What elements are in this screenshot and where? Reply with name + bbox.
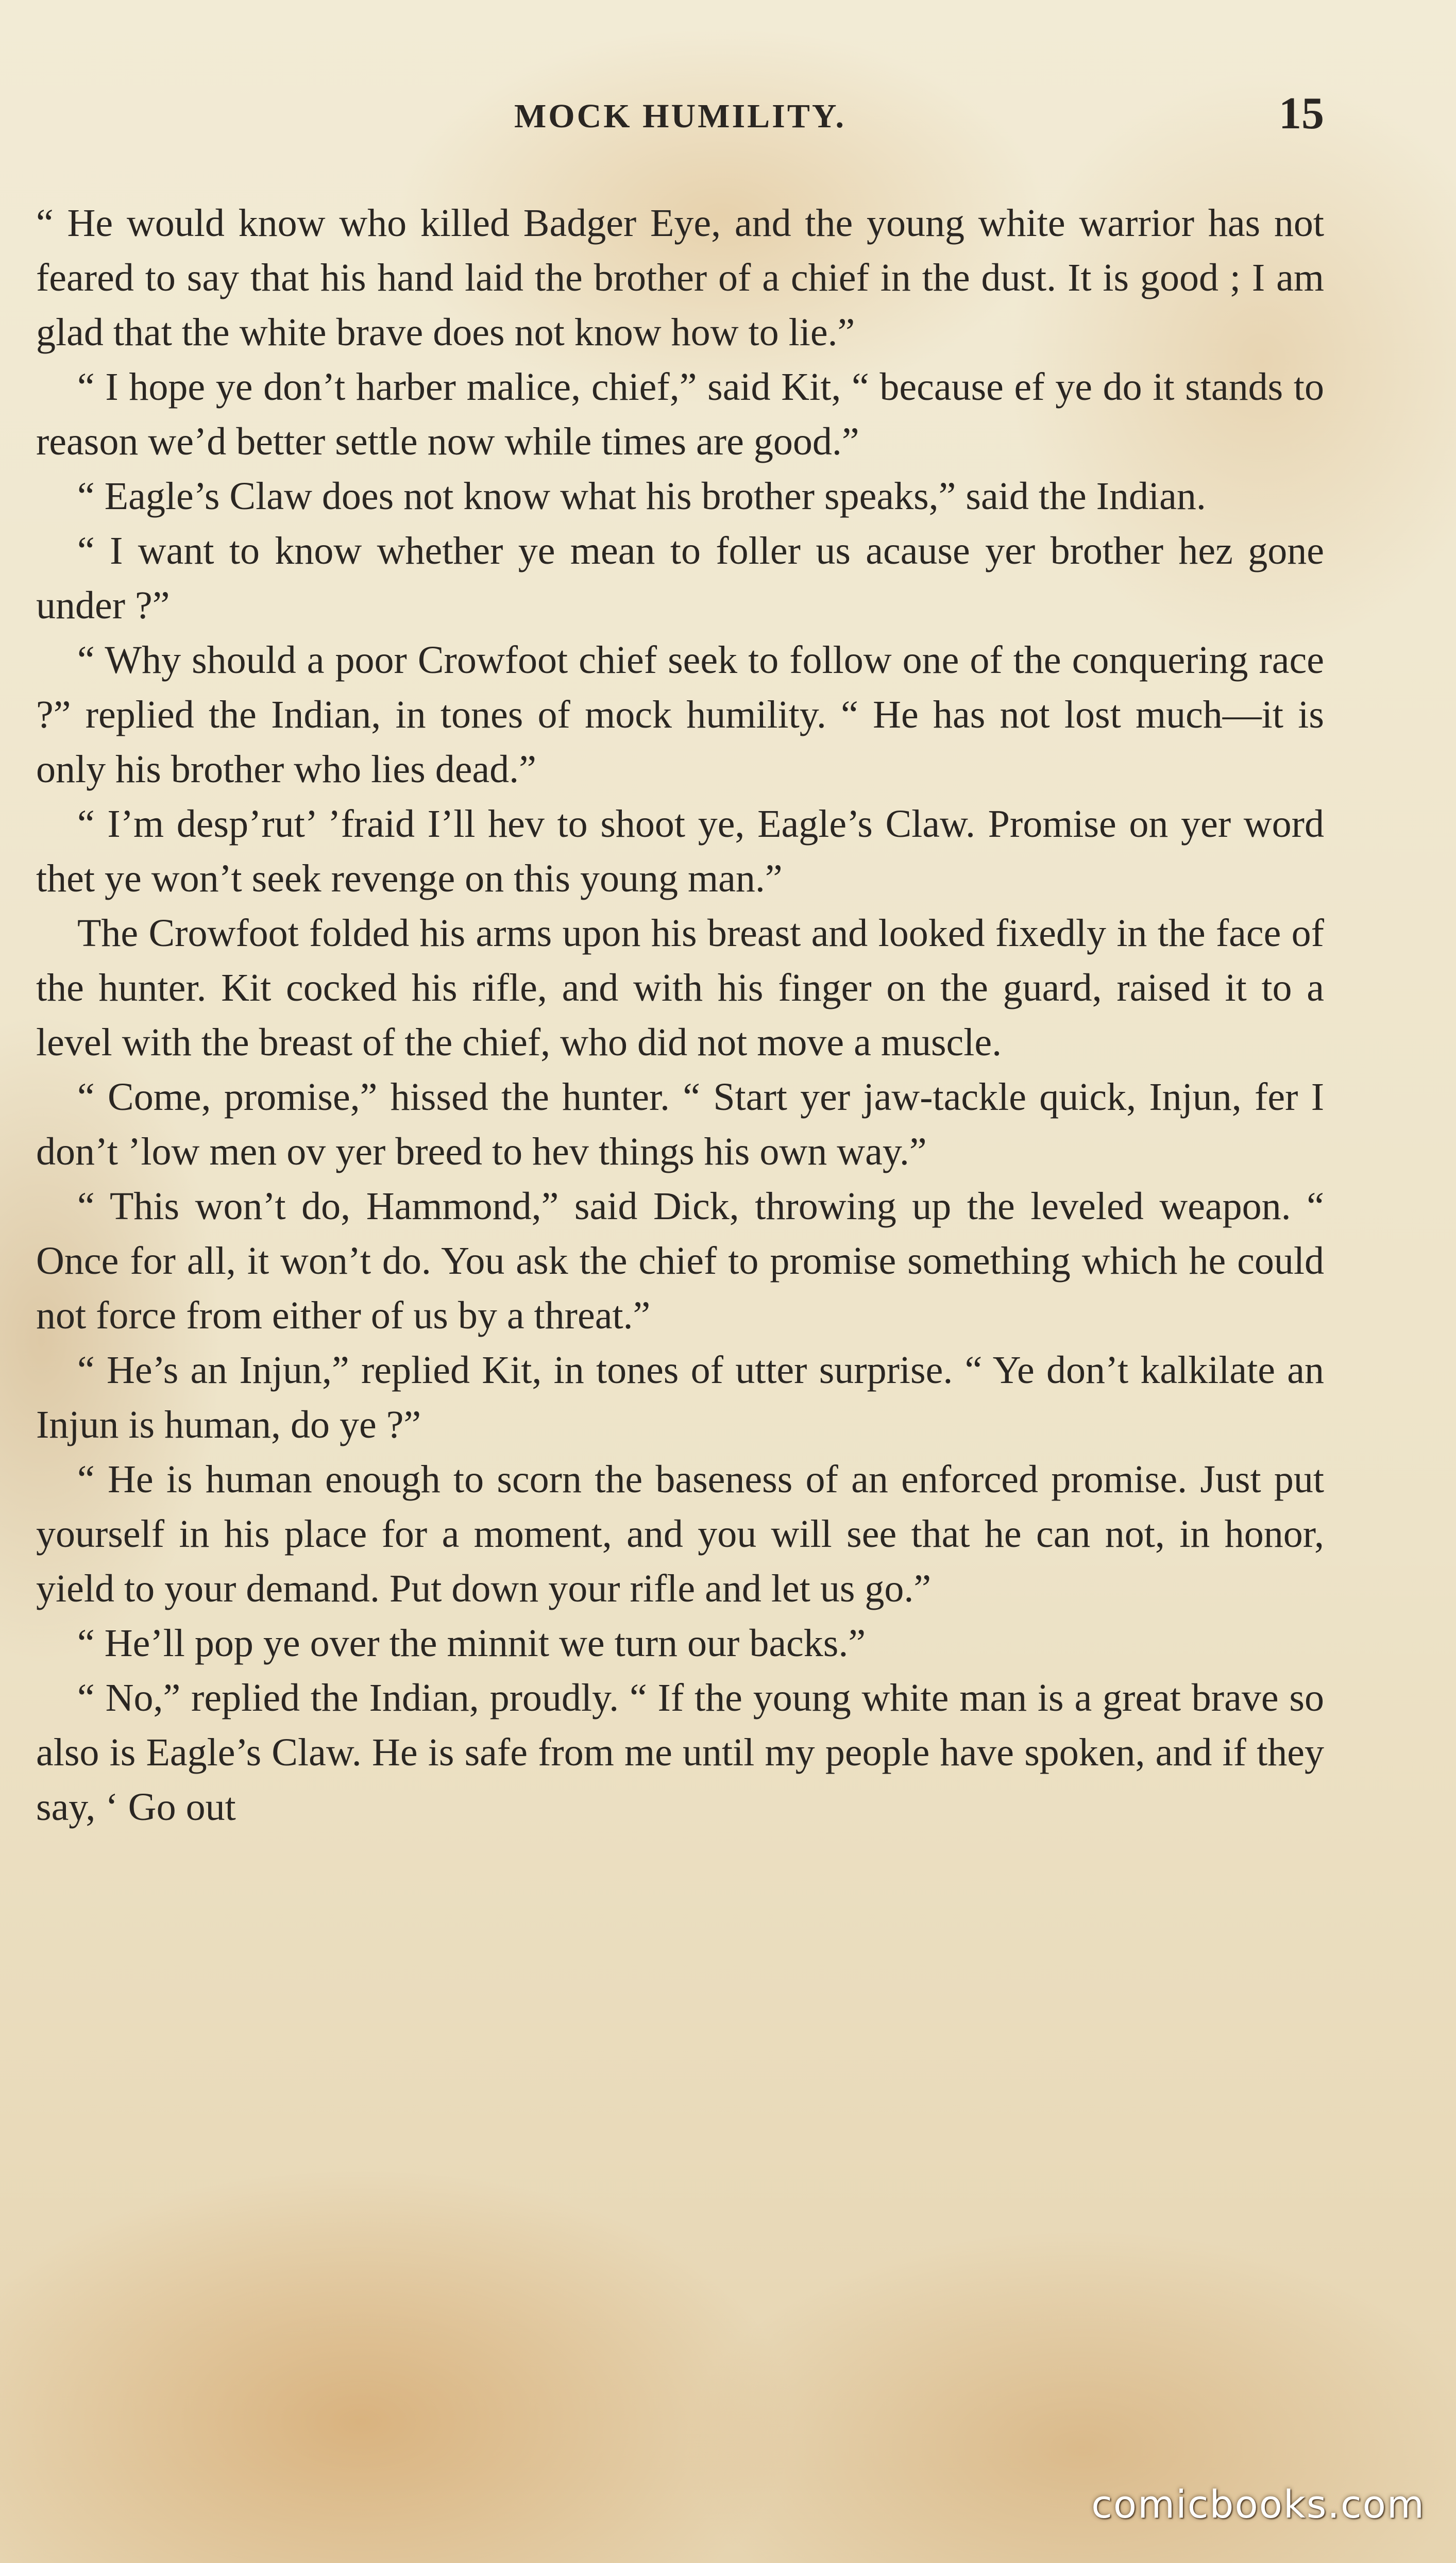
paragraph: “ Come, promise,” hissed the hunter. “ Start yer jaw-tackle quick, Injun, fer I don’t ’low men ov yer breed to hev things his own way.” — [36, 1075, 1324, 1173]
paragraph: “ I want to know whether ye mean to foller us acause yer brother hez gone under ?” — [36, 529, 1324, 627]
paragraph: “ This won’t do, Hammond,” said Dick, throwing up the leveled weapon. “ Once for all, it won’t do. You ask the chief to promise something which he could not force from either of us by a threat.” — [36, 1185, 1324, 1337]
paragraph: “ I hope ye don’t harber malice, chief,” said Kit, “ because ef ye do it stands to reason we’d better settle now while times are good.” — [36, 365, 1324, 463]
paragraph: “ Eagle’s Claw does not know what his brother speaks,” said the Indian. — [77, 475, 1206, 518]
page-number: 15 — [1279, 89, 1324, 139]
body-text — [36, 196, 1324, 2370]
paragraph: “ No,” replied the Indian, proudly. “ If the young white man is a great brave so also is Eagle’s Claw. He is safe from me until my people have spoken, and if they say, ‘ Go out — [36, 1676, 1324, 1829]
paragraph: “ He’ll pop ye over the minnit we turn our backs.” — [77, 1622, 866, 1665]
running-head: MOCK HUMILITY. — [514, 97, 846, 135]
paragraph: “ He would know who killed Badger Eye, and the young white warrior has not feared to say that his hand laid the brother of a chief in the dust. It is good ; I am glad that the white brave does not know how to lie.” — [36, 201, 1324, 354]
paragraph: “ He is human enough to scorn the baseness of an enforced promise. Just put yourself in his place for a moment, and you will see that he can not, in honor, yield to your demand. Put down your rifle and let us go.” — [36, 1458, 1324, 1610]
paragraph: “ I’m desp’rut’ ’fraid I’ll hev to shoot ye, Eagle’s Claw. Promise on yer word thet ye won’t seek revenge on this young man.” — [36, 802, 1324, 900]
paragraph: “ Why should a poor Crowfoot chief seek to follow one of the conquering race ?” replied the Indian, in tones of mock humility. “ He has not lost much—it is only his brother who lies dead.” — [36, 638, 1324, 791]
page-header — [36, 88, 1324, 144]
paragraph: The Crowfoot folded his arms upon his breast and looked fixedly in the face of the hunter. Kit cocked his rifle, and with his finger on the guard, raised it to a level with the breast of the chief, who did not move a muscle. — [36, 912, 1324, 1064]
watermark: comicbooks.com — [1091, 2483, 1425, 2527]
paragraph: “ He’s an Injun,” replied Kit, in tones of utter surprise. “ Ye don’t kalkilate an Injun is human, do ye ?” — [36, 1348, 1324, 1446]
